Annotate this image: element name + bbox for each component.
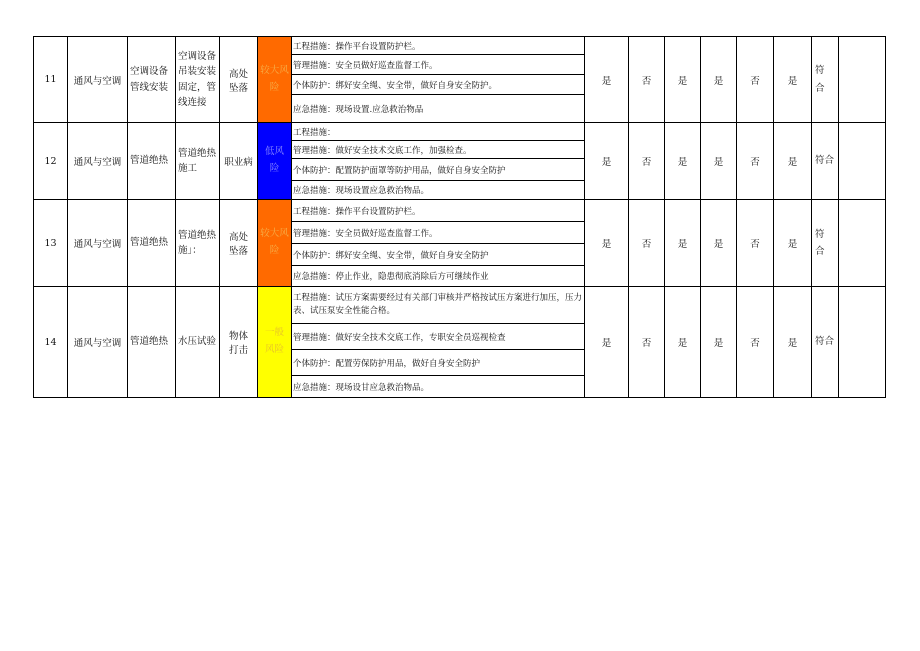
row-number: 13 [34, 200, 68, 287]
check-5: 否 [737, 123, 774, 200]
check-4: 是 [701, 123, 737, 200]
hazard-cell: 高处 坠落 [220, 200, 258, 287]
measure-management: 管理措施：做好安全技术交底工作，加强检查。 [292, 141, 585, 159]
risk-assessment-table [33, 36, 886, 398]
part-cell: 空调设备 管线安装 [128, 37, 176, 123]
check-6: 是 [774, 37, 812, 123]
measure-emergency: 应急措施：现场设置应急救治物品。 [292, 181, 585, 200]
table-row [34, 200, 886, 222]
check-2: 否 [629, 37, 665, 123]
part-cell: 管道绝热 [128, 123, 176, 200]
hazard-cell: 高处 坠落 [220, 37, 258, 123]
measure-emergency: 应急措施：现场设甘应急救治物品。 [292, 376, 585, 398]
result-cell: 符合 [812, 123, 839, 200]
result-cell: 符合 [812, 287, 839, 398]
measure-emergency: 应急措施：现场设置.应急救治物品 [292, 95, 585, 123]
empty-cell [839, 37, 886, 123]
check-5: 否 [737, 200, 774, 287]
row-number: 12 [34, 123, 68, 200]
check-1: 是 [585, 37, 629, 123]
check-4: 是 [701, 37, 737, 123]
result-cell: 符 合 [812, 37, 839, 123]
project-cell: 通风与空调 [68, 123, 128, 200]
check-1: 是 [585, 287, 629, 398]
hazard-cell: 职业病 [220, 123, 258, 200]
measure-management: 管理措施：做好安全技术交底工作，专职安全员巡视检查 [292, 324, 585, 350]
table-row [34, 123, 886, 141]
risk-level-badge: 较大风 险 [258, 37, 292, 123]
check-4: 是 [701, 287, 737, 398]
check-2: 否 [629, 287, 665, 398]
check-2: 否 [629, 200, 665, 287]
measure-ppe: 个体防护：绑好安全绳、安全带，做好自身安全防护 [292, 244, 585, 266]
row-number: 14 [34, 287, 68, 398]
result-cell: 符 合 [812, 200, 839, 287]
check-3: 是 [665, 200, 701, 287]
measure-ppe: 个体防护：绑好安全绳、安全带，做好自身安全防护。 [292, 75, 585, 95]
check-2: 否 [629, 123, 665, 200]
table-row [34, 287, 886, 324]
activity-cell: 水压试验 [176, 287, 220, 398]
check-6: 是 [774, 123, 812, 200]
check-6: 是 [774, 287, 812, 398]
measure-engineering: 工程措施：试压方案需要经过有关部门审核并严格按试压方案进行加压，压力表、试压泵安全性能合格。 [292, 287, 585, 324]
check-3: 是 [665, 287, 701, 398]
activity-cell: 管道绝热 施」： [176, 200, 220, 287]
measure-engineering: 工程措施： [292, 123, 585, 141]
hazard-cell: 物体 打击 [220, 287, 258, 398]
check-3: 是 [665, 37, 701, 123]
check-4: 是 [701, 200, 737, 287]
measure-management: 管理措施：安全员做好巡查监督工作。 [292, 55, 585, 75]
table-row [34, 37, 886, 55]
table-body [34, 37, 886, 398]
measure-engineering: 工程措施：操作平台设置防护栏。 [292, 200, 585, 222]
empty-cell [839, 200, 886, 287]
measure-ppe: 个体防护：配置劳保防护用品，做好自身安全防护 [292, 350, 585, 376]
risk-level-badge: 一般 风险 [258, 287, 292, 398]
activity-cell: 空调设备 吊装安装 固定，管 线连接 [176, 37, 220, 123]
risk-level-badge: 低风 险 [258, 123, 292, 200]
part-cell: 管道绝热 [128, 287, 176, 398]
part-cell: 管道绝热 [128, 200, 176, 287]
check-6: 是 [774, 200, 812, 287]
check-1: 是 [585, 200, 629, 287]
project-cell: 通风与空调 [68, 287, 128, 398]
check-5: 否 [737, 287, 774, 398]
measure-ppe: 个体防护：配置防护面罩等防护用品，做好自身安全防护 [292, 159, 585, 181]
empty-cell [839, 123, 886, 200]
measure-engineering: 工程措施：操作平台设置防护栏。 [292, 37, 585, 55]
check-3: 是 [665, 123, 701, 200]
activity-cell: 管道绝热 施工 [176, 123, 220, 200]
check-5: 否 [737, 37, 774, 123]
row-number: 11 [34, 37, 68, 123]
check-1: 是 [585, 123, 629, 200]
risk-level-badge: 较大风 险 [258, 200, 292, 287]
empty-cell [839, 287, 886, 398]
measure-management: 管理措施：安全员做好巡查监督工作。 [292, 222, 585, 244]
measure-emergency: 应急措施：停止作业，隐患彻底消除后方可继续作业 [292, 266, 585, 287]
project-cell: 通风与空调 [68, 37, 128, 123]
project-cell: 通风与空调 [68, 200, 128, 287]
